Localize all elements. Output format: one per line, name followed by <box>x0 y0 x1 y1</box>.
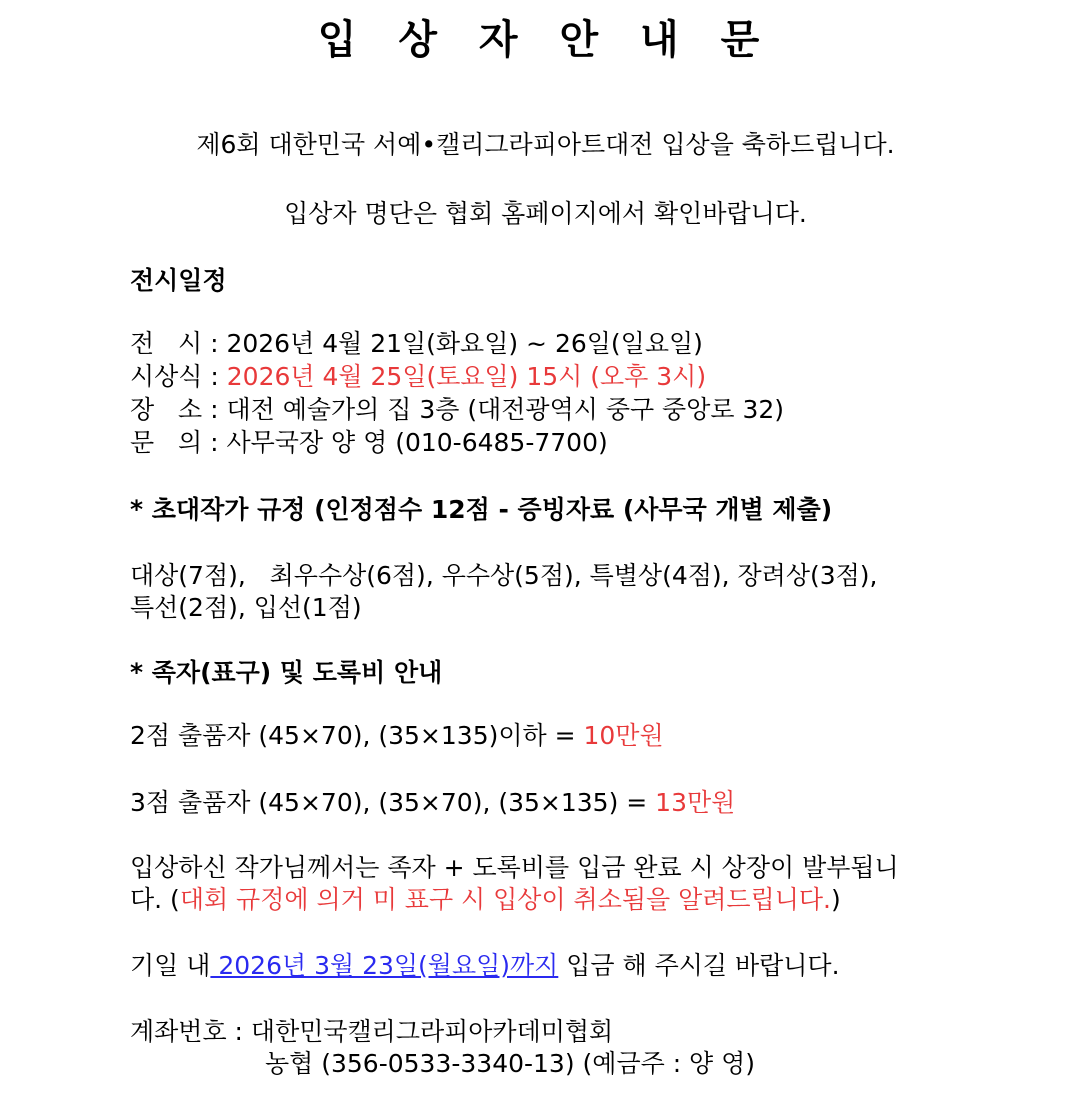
account-bank-line: 농협 (356-0533-3340-13) (예금주 : 양 영) <box>265 1049 756 1078</box>
list-notice-text: 입상자 명단은 협회 홈페이지에서 확인바랍니다. <box>284 199 807 228</box>
venue-label: 장 소 : <box>130 395 227 424</box>
account-holder: 대한민국캘리그라피아카데미협회 <box>250 1017 614 1046</box>
invited-rules-heading: * 초대작가 규정 (인정점수 12점 - 증빙자료 (사무국 개별 제출) <box>130 495 833 524</box>
fee-item-2-text: 3점 출품자 (45×70), (35×70), (35×135) = <box>130 788 656 817</box>
exhibition-value: 2026년 4월 21일(화요일) ~ 26일(일요일) <box>226 329 703 358</box>
page-title: 입 상 자 안 내 문 <box>317 17 774 63</box>
fee-item-1 <box>130 720 664 752</box>
inquiry-value: 사무국장 양 영 (010-6485-7700) <box>226 428 608 457</box>
fee-item-2 <box>130 787 735 819</box>
exhibition-row <box>130 328 703 360</box>
account-label: 계좌번호 : <box>130 1017 251 1046</box>
inquiry-label: 문 의 : <box>130 428 227 457</box>
notice-line2 <box>130 884 841 916</box>
venue-row <box>130 394 784 426</box>
ceremony-label: 시상식 : <box>130 362 227 391</box>
schedule-heading: 전시일정 <box>130 266 227 295</box>
inquiry-row <box>130 427 608 459</box>
deadline-date-link[interactable]: 2026년 3월 23일(월요일)까지 <box>210 951 559 980</box>
notice-warning: 대회 규정에 의거 미 표구 시 입상이 취소됨을 알려드립니다. <box>179 885 831 914</box>
fees-heading: * 족자(표구) 및 도록비 안내 <box>130 658 443 687</box>
account-row <box>130 1016 613 1048</box>
deadline-suffix: 입금 해 주시길 바랍니다. <box>558 951 840 980</box>
fee-item-2-price: 13만원 <box>655 788 736 817</box>
fee-item-1-price: 10만원 <box>583 721 664 750</box>
venue-value: 대전 예술가의 집 3층 (대전광역시 중구 중앙로 32) <box>226 395 785 424</box>
invited-rules-line1: 대상(7점), 최우수상(6점), 우수상(5점), 특별상(4점), 장려상(3점), <box>130 561 878 590</box>
ceremony-value: 2026년 4월 25일(토요일) 15시 (오후 3시) <box>226 362 707 391</box>
notice-line2-suffix: ) <box>830 885 841 914</box>
notice-line1: 입상하신 작가님께서는 족자 + 도록비를 입금 완료 시 상장이 발부됩니 <box>130 853 899 882</box>
deadline-prefix: 기일 내 <box>130 951 211 980</box>
notice-line2-prefix: 다. ( <box>130 885 180 914</box>
invited-rules-line2: 특선(2점), 입선(1점) <box>130 593 362 622</box>
fee-item-1-text: 2점 출품자 (45×70), (35×135)이하 = <box>130 721 584 750</box>
deadline-row <box>130 950 840 982</box>
exhibition-label: 전 시 : <box>130 329 227 358</box>
ceremony-row <box>130 361 706 393</box>
congrats-text: 제6회 대한민국 서예•캘리그라피아트대전 입상을 축하드립니다. <box>196 130 895 159</box>
